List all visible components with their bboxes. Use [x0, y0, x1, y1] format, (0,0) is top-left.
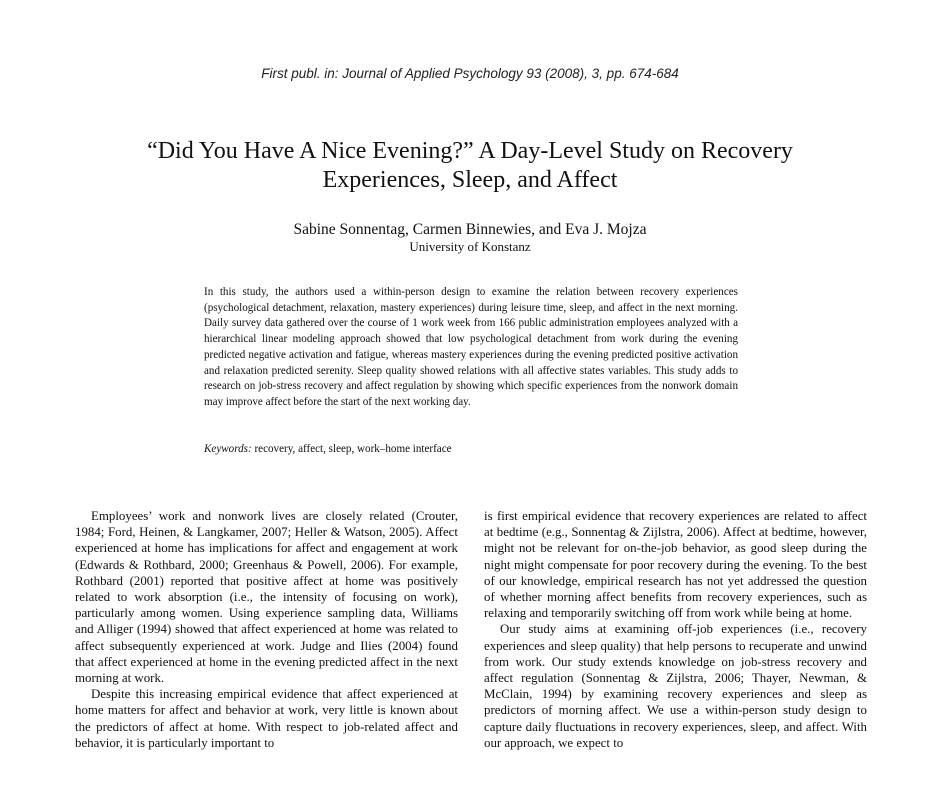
- body-paragraph: Employees’ work and nonwork lives are closely related (Crouter, 1984; Ford, Heinen, & Langkamer, 2007; Heller & Watson, 2005). Affect experienced at home has implications for affect and engagement at work (Edwards & Rothbard, 2000; Greenhaus & Powell, 2006). For example, Rothbard (2001) reported that positive affect at home was positively related to work absorption (i.e., the intensity of focusing on work), particularly among women. Using experience sampling data, Williams and Alliger (1994) showed that affect experienced at home was related to affect subsequently experienced at work. Judge and Ilies (2004) found that affect experienced at home in the evening predicted affect in the next morning at work.: [75, 509, 458, 686]
- keywords-label: Keywords:: [204, 443, 252, 455]
- affiliation: University of Konstanz: [409, 239, 531, 254]
- publication-note: First publ. in: Journal of Applied Psychology 93 (2008), 3, pp. 674-684: [261, 66, 679, 81]
- body-paragraph: is first empirical evidence that recovery experiences are related to affect at bedtime (e.g., Sonnentag & Zijlstra, 2006). Affect at bedtime, however, might not be relevant for on-the-job behavior, as good sleep during the night might compensate for poor recovery during the evening. To the best of our knowledge, empirical research has not yet addressed the question of whether morning affect benefits from recovery experiences, such as relaxing and temporarily switching off from work while being at home.: [484, 509, 867, 621]
- keywords-list: recovery, affect, sleep, work–home interface: [254, 443, 452, 455]
- article-title: “Did You Have A Nice Evening?” A Day-Level Study on Recovery Experiences, Sleep, and Affect: [147, 138, 793, 193]
- body-left-column: [75, 508, 458, 751]
- body-right-column: [484, 508, 867, 751]
- author-list: Sabine Sonnentag, Carmen Binnewies, and Eva J. Mojza: [293, 221, 647, 238]
- abstract: In this study, the authors used a within-person design to examine the relation between recovery experiences (psychological detachment, relaxation, mastery experiences) during leisure time, sleep, and affect in the next morning. Daily survey data gathered over the course of 1 work week from 166 public administration employees analyzed with a hierarchical linear modeling approach showed that low psychological detachment from work during the evening predicted negative activation and fatigue, whereas mastery experiences during the evening predicted positive activation and relaxation predicted serenity. Sleep quality showed relations with all affective states variables. This study adds to research on job-stress recovery and affect regulation by showing which specific experiences from the nonwork domain may improve affect before the start of the next working day.: [204, 286, 738, 408]
- body-paragraph: Our study aims at examining off-job experiences (i.e., recovery experiences and sleep quality) that help persons to recuperate and unwind from work. Our study extends knowledge on job-stress recovery and affect regulation (Sonnentag & Zijlstra, 2006; Thayer, Newman, & McClain, 1994) by examining recovery experiences and sleep as predictors of morning affect. We use a within-person study design to capture daily fluctuations in recovery experiences, sleep, and affect. With our approach, we expect to: [484, 622, 867, 750]
- body-paragraph: Despite this increasing empirical evidence that affect experienced at home matters for affect and behavior at work, very little is known about the predictors of affect at home. With respect to job-related affect and behavior, it is particularly important to: [75, 687, 458, 750]
- keywords: [204, 442, 738, 457]
